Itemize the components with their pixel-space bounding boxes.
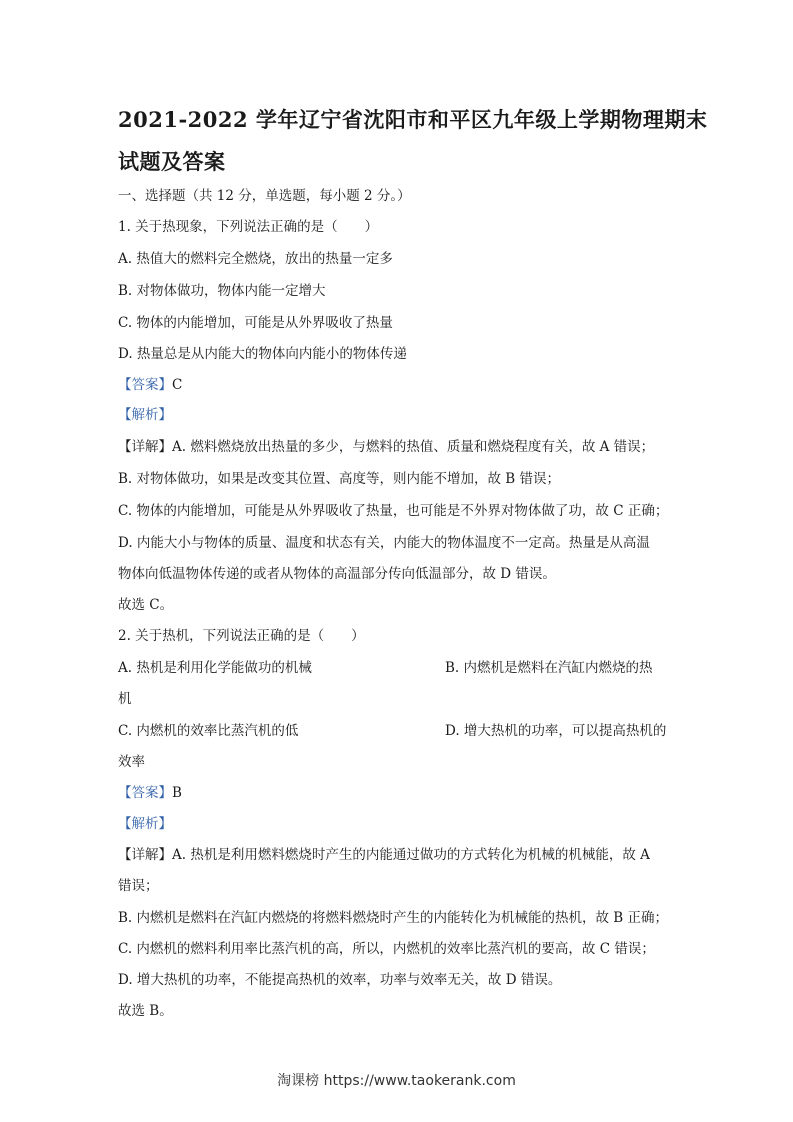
q2-detail-1a [118,846,650,864]
doc-title-line1: 2021-2022 学年辽宁省沈阳市和平区九年级上学期物理期末 [118,107,708,132]
section-heading: 一、选择题（共 12 分，单选题，每小题 2 分。） [118,188,411,204]
q2-option-b-cont: 机 [118,691,132,707]
q2-answer-tag: 【答案】 [118,785,172,801]
q2-analysis-tag [118,815,172,833]
q2-detail-tag: 【详解】 [118,847,172,863]
doc-title-line2: 试题及答案 [118,149,226,174]
q1-detail-2: B. 对物体做功，如果是改变其位置、高度等，则内能不增加，故 B 错误； [118,471,561,487]
q1-answer [118,376,182,394]
q1-detail-1 [118,438,654,456]
q1-detail-4a: D. 内能大小与物体的质量、温度和状态有关，内能大的物体温度不一定高。热量是从高温 [118,535,650,551]
q1-analysis-label: 【解析】 [118,407,172,423]
q2-answer [118,784,182,802]
q1-answer-value: C [172,377,183,393]
footer-watermark-link[interactable]: 淘课榜 https://www.taokerank.com [277,1073,516,1089]
q2-analysis-label: 【解析】 [118,816,172,832]
q2-detail-1a-text: A. 热机是利用燃料燃烧时产生的内能通过做功的方式转化为机械的机械能，故 A [172,847,650,863]
q2-detail-1b: 错误； [118,878,159,894]
q2-detail-4: D. 增大热机的功率，不能提高热机的效率，功率与效率无关，故 D 错误。 [118,972,562,988]
q1-detail-1-text: A. 燃料燃烧放出热量的多少，与燃料的热值、质量和燃烧程度有关，故 A 错误； [172,439,655,455]
q2-option-b: B. 内燃机是燃料在汽缸内燃烧的热 [445,660,653,676]
q2-option-d-cont: 效率 [118,754,145,770]
q1-option-b: B. 对物体做功，物体内能一定增大 [118,283,326,299]
q2-detail-3: C. 内燃机的燃料利用率比蒸汽机的高，所以，内燃机的效率比蒸汽机的要高，故 C 错误； [118,941,655,957]
q2-option-c: C. 内燃机的效率比蒸汽机的低 [118,723,299,739]
q1-detail-3: C. 物体的内能增加，可能是从外界吸收了热量，也可能是不外界对物体做了功，故 C 正确； [118,503,669,519]
q1-detail-4b: 物体向低温物体传递的或者从物体的高温部分传向低温部分，故 D 错误。 [118,566,556,582]
q2-option-d: D. 增大热机的功率，可以提高热机的 [445,723,667,739]
q1-answer-tag: 【答案】 [118,377,172,393]
q2-detail-2: B. 内燃机是燃料在汽缸内燃烧的将燃料燃烧时产生的内能转化为机械能的热机，故 B 正确； [118,910,669,926]
q1-conclusion: 故选 C。 [118,597,174,613]
q2-conclusion: 故选 B。 [118,1003,173,1019]
q1-option-d: D. 热量总是从内能大的物体向内能小的物体传递 [118,346,407,362]
q1-detail-tag: 【详解】 [118,439,172,455]
q1-option-c: C. 物体的内能增加，可能是从外界吸收了热量 [118,315,393,331]
q2-option-a: A. 热机是利用化学能做功的机械 [118,660,312,676]
q1-stem: 1. 关于热现象，下列说法正确的是（ ） [118,219,379,235]
q2-answer-value: B [172,785,182,801]
q1-analysis-tag [118,406,172,424]
q2-stem: 2. 关于热机，下列说法正确的是（ ） [118,628,365,644]
q1-option-a: A. 热值大的燃料完全燃烧，放出的热量一定多 [118,251,393,267]
